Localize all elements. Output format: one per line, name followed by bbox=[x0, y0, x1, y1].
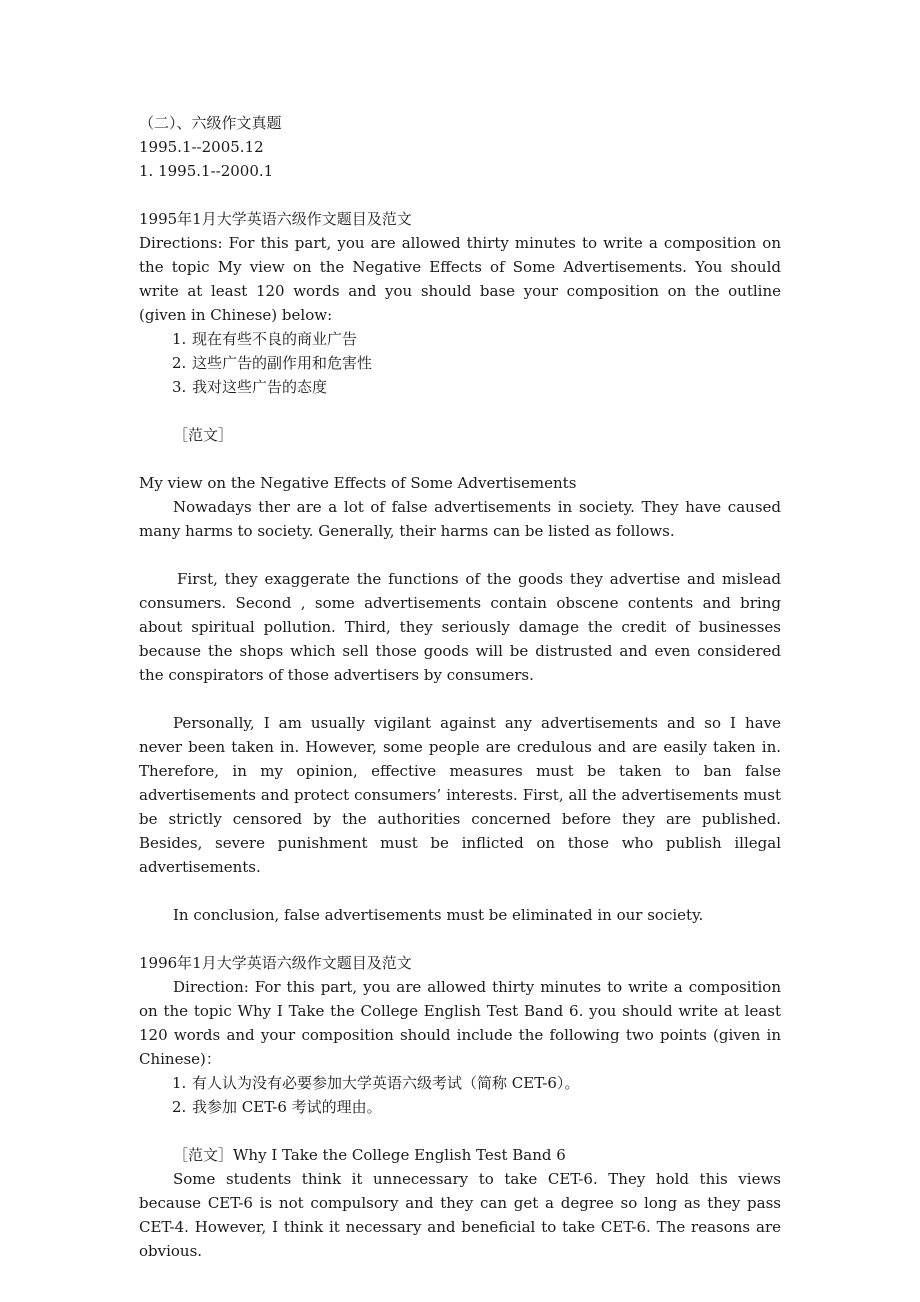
essay2-sample-label: ［范文］Why I Take the College English Test Band 6 bbox=[173, 1146, 566, 1164]
essay1-paragraph-1: Nowadays ther are a lot of false advertisements in society. They have caused many harms to society. Generally, their harms can be listed as follows. bbox=[139, 498, 781, 540]
outline-number: 1. bbox=[172, 330, 187, 348]
essay2-outline-item bbox=[139, 1071, 781, 1095]
outline-text: 我参加 CET-6 考试的理由。 bbox=[192, 1098, 382, 1116]
essay1-paragraph-3: Personally, I am usually vigilant against any advertisements and so I have never been taken in. However, some people are credulous and are easily taken in. Therefore, in my opinion, effective measures must be taken to ban false advertisements and protect consumers’ interests. First, all the advertisements must be strictly censored by the authorities concerned before they are published. Besides, severe punishment must be inflicted on those who publish illegal advertisements. bbox=[139, 714, 781, 876]
date-range: 1995.1--2005.12 bbox=[139, 138, 264, 156]
subsection-title: 1. 1995.1--2000.1 bbox=[139, 162, 274, 180]
spacer bbox=[139, 399, 781, 423]
essay1-directions: Directions: For this part, you are allowed thirty minutes to write a composition on the topic My view on the Negative Effects of Some Advertisements. You should write at least 120 words and you should base your composition on the outline (given in Chinese) below: bbox=[139, 234, 781, 324]
spacer bbox=[139, 543, 781, 567]
essay1-sample-label: ［范文］ bbox=[173, 426, 234, 444]
spacer bbox=[139, 687, 781, 711]
essay1-outline-item bbox=[139, 351, 781, 375]
outline-text: 这些广告的副作用和危害性 bbox=[192, 354, 373, 372]
spacer bbox=[139, 927, 781, 951]
document-page bbox=[139, 111, 781, 1263]
spacer bbox=[139, 879, 781, 903]
essay1-paragraph-2: First, they exaggerate the functions of the goods they advertise and mislead consumers. Second , some advertisements contain obscene contents and bring about spiritual pollution. Third, they seriously damage the credit of businesses because the shops which sell those goods will be distrusted and even considered the conspirators of those advertisers by consumers. bbox=[139, 570, 781, 684]
essay1-outline-item bbox=[139, 375, 781, 399]
outline-number: 1. bbox=[172, 1074, 187, 1092]
outline-number: 3. bbox=[172, 378, 187, 396]
outline-number: 2. bbox=[172, 1098, 187, 1116]
spacer bbox=[139, 447, 781, 471]
outline-text: 现在有些不良的商业广告 bbox=[192, 330, 358, 348]
essay1-title: My view on the Negative Effects of Some Advertisements bbox=[139, 474, 577, 492]
section-title: （二）、六级作文真题 bbox=[139, 114, 282, 132]
spacer bbox=[139, 1119, 781, 1143]
essay2-directions: Direction: For this part, you are allowed thirty minutes to write a composition on the topic Why I Take the College English Test Band 6. you should write at least 120 words and your composition should include the following two points (given in Chinese)： bbox=[139, 978, 781, 1068]
outline-text: 有人认为没有必要参加大学英语六级考试（简称 CET-6）。 bbox=[192, 1074, 580, 1092]
outline-text: 我对这些广告的态度 bbox=[192, 378, 328, 396]
outline-number: 2. bbox=[172, 354, 187, 372]
essay2-paragraph-1: Some students think it unnecessary to take CET-6. They hold this views because CET-6 is not compulsory and they can get a degree so long as they pass CET-4. However, I think it necessary and beneficial to take CET-6. The reasons are obvious. bbox=[139, 1170, 781, 1260]
spacer bbox=[139, 183, 781, 207]
essay1-outline-item bbox=[139, 327, 781, 351]
essay2-heading: 1996年1月大学英语六级作文题目及范文 bbox=[139, 954, 412, 972]
essay1-heading: 1995年1月大学英语六级作文题目及范文 bbox=[139, 210, 412, 228]
essay2-outline-item bbox=[139, 1095, 781, 1119]
essay1-paragraph-4: In conclusion, false advertisements must be eliminated in our society. bbox=[173, 906, 704, 924]
